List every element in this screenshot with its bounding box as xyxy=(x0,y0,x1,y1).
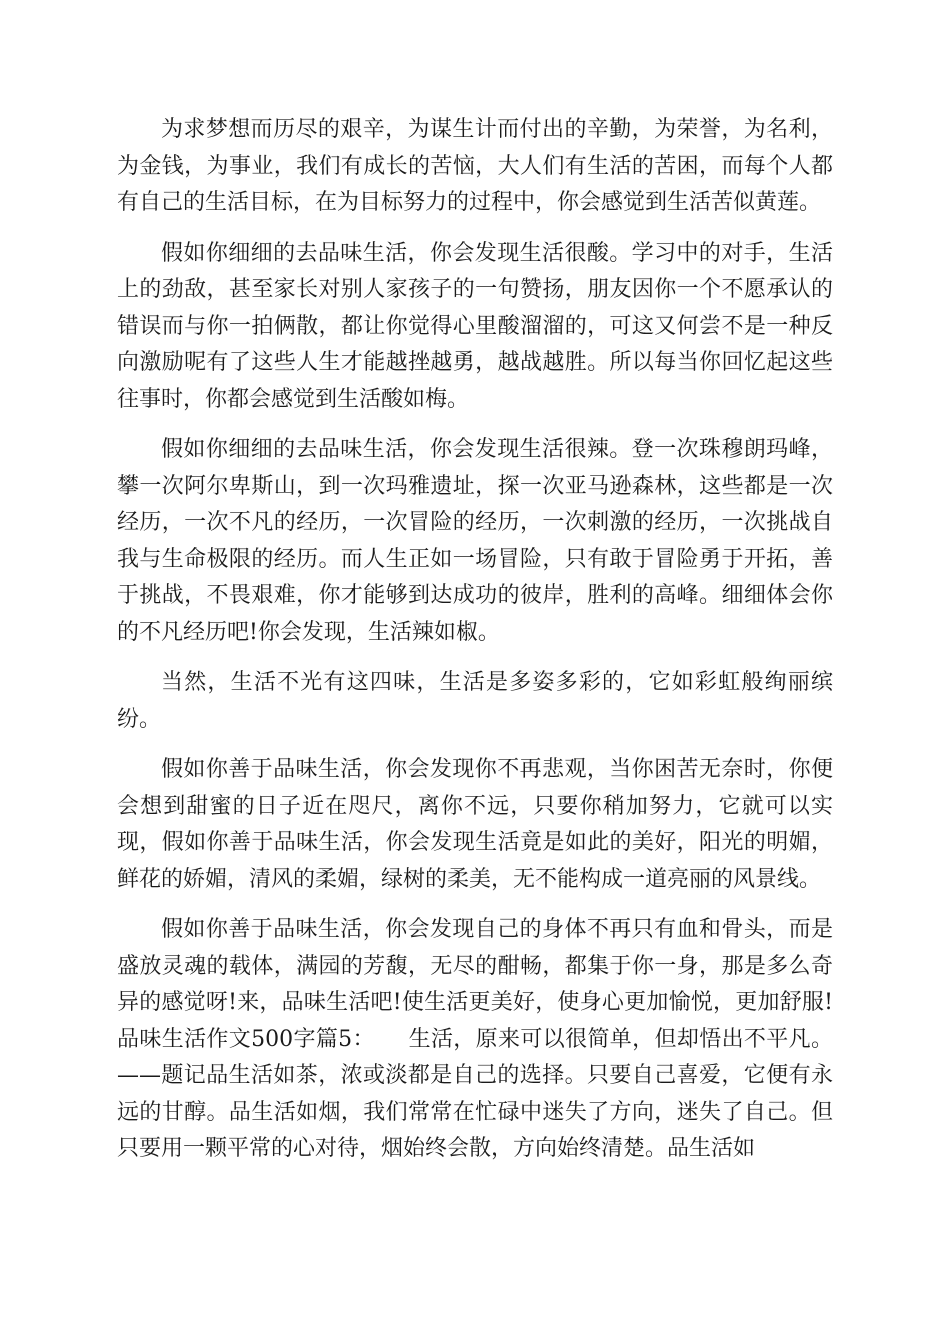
paragraph-2: 假如你细细的去品味生活，你会发现生活很酸。学习中的对手，生活上的劲敌，甚至家长对别人家孩子的一句赞扬，朋友因你一个不愿承认的错误而与你一拍俩散，都让你觉得心里酸溜溜的，可这又何尝不是一种反向激励呢有了这些人生才能越挫越勇，越战越胜。所以每当你回忆起这些往事时，你都会感觉到生活酸如梅。 xyxy=(117,240,833,412)
document-body xyxy=(117,112,833,1182)
paragraph-3: 假如你细细的去品味生活，你会发现生活很辣。登一次珠穆朗玛峰，攀一次阿尔卑斯山，到一次玛雅遗址，探一次亚马逊森林，这些都是一次经历，一次不凡的经历，一次冒险的经历，一次刺激的经历，一次挑战自我与生命极限的经历。而人生正如一场冒险，只有敢于冒险勇于开拓，善于挑战，不畏艰难，你才能够到达成功的彼岸，胜利的高峰。细细体会你的不凡经历吧!你会发现，生活辣如椒。 xyxy=(117,437,833,645)
paragraph-5: 假如你善于品味生活，你会发现你不再悲观，当你困苦无奈时，你便会想到甜蜜的日子近在咫尺，离你不远，只要你稍加努力，它就可以实现，假如你善于品味生活，你会发现生活竟是如此的美好，阳光的明媚，鲜花的娇媚，清风的柔媚，绿树的柔美，无不能构成一道亮丽的风景线。 xyxy=(117,757,833,892)
paragraph-1: 为求梦想而历尽的艰辛，为谋生计而付出的辛勤，为荣誉，为名利，为金钱，为事业，我们有成长的苦恼，大人们有生活的苦困，而每个人都有自己的生活目标，在为目标努力的过程中，你会感觉到生活苦似黄莲。 xyxy=(117,117,833,215)
paragraph-4: 当然，生活不光有这四味，生活是多姿多彩的，它如彩虹般绚丽缤纷。 xyxy=(117,670,833,732)
paragraph-6: 假如你善于品味生活，你会发现自己的身体不再只有血和骨头，而是盛放灵魂的载体，满园的芳馥，无尽的酣畅，都集于你一身，那是多么奇异的感觉呀!来，品味生活吧!使生活更美好，使身心更加愉悦，更加舒服!品味生活作文500字篇5： 生活，原来可以很简单，但却悟出不平凡。——题记品生活如茶，浓或淡都是自己的选择。只要自己喜爱，它便有永远的甘醇。品生活如烟，我们常常在忙碌中迷失了方向，迷失了自己。但只要用一颗平常的心对待，烟始终会散，方向始终清楚。品生活如 xyxy=(117,917,833,1161)
